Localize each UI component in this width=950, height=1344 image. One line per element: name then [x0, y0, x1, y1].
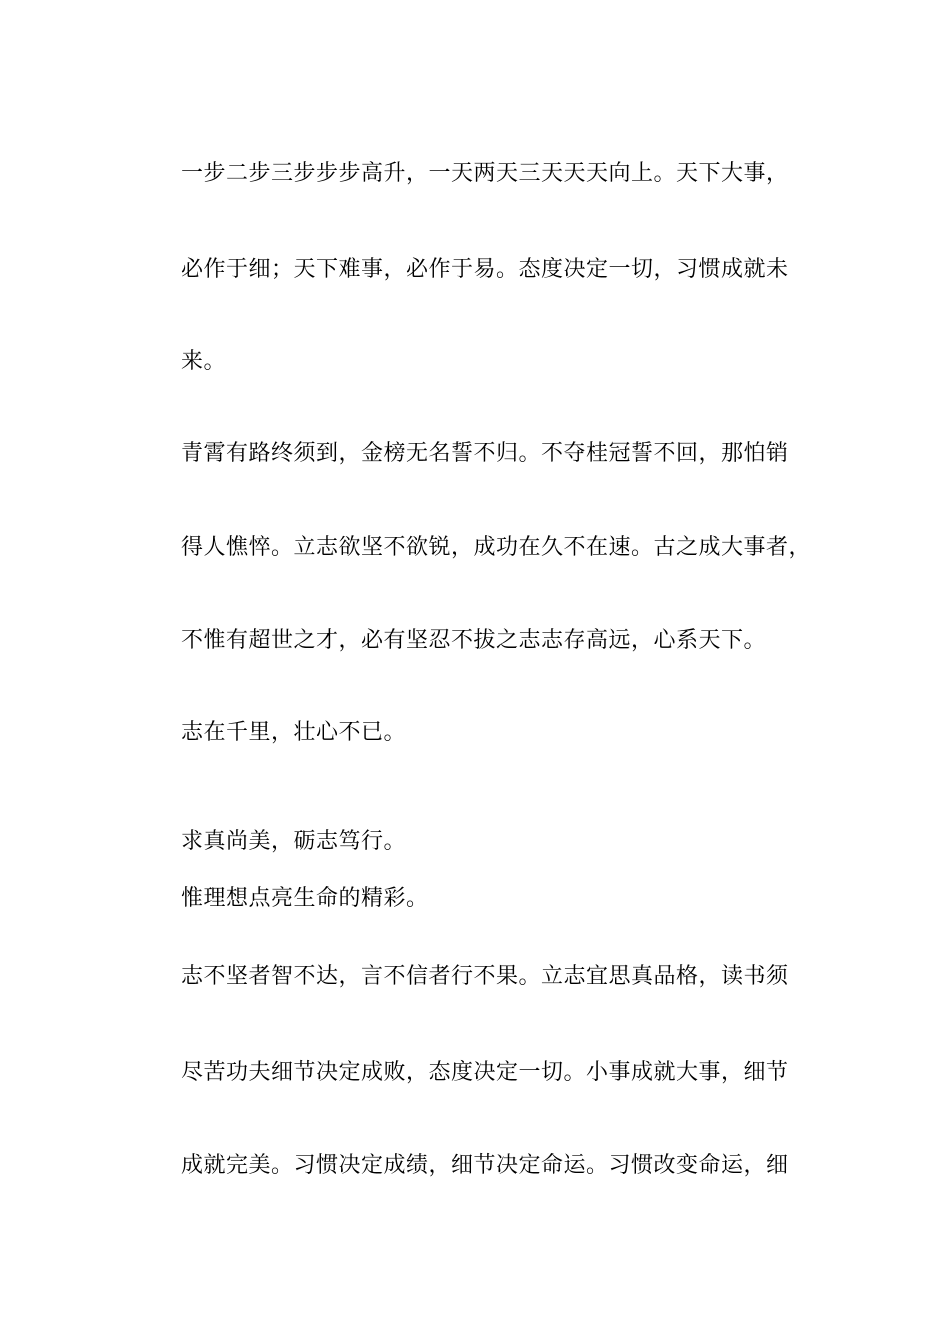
text-line: 必作于细；天下难事，必作于易。态度决定一切，习惯成就未: [181, 257, 789, 282]
text-line: 青霄有路终须到，金榜无名誓不归。不夺桂冠誓不回，那怕销: [181, 441, 789, 466]
text-line: 志在千里，壮心不已。: [181, 720, 407, 745]
text-line: 一步二步三步步步高升，一天两天三天天天向上。天下大事，: [181, 161, 789, 186]
text-line: 尽苦功夫细节决定成败，态度决定一切。小事成就大事，细节: [181, 1060, 789, 1085]
text-line: 得人憔悴。立志欲坚不欲锐，成功在久不在速。古之成大事者，: [181, 535, 812, 560]
text-line: 惟理想点亮生命的精彩。: [181, 886, 429, 911]
text-line: 求真尚美，砺志笃行。: [181, 829, 407, 854]
text-line: 志不坚者智不达，言不信者行不果。立志宜思真品格，读书须: [181, 964, 789, 989]
text-line: 不惟有超世之才，必有坚忍不拔之志志存高远，心系天下。: [181, 628, 767, 653]
text-line: 来。: [181, 349, 227, 374]
text-line: 成就完美。习惯决定成绩，细节决定命运。习惯改变命运，细: [181, 1153, 789, 1178]
